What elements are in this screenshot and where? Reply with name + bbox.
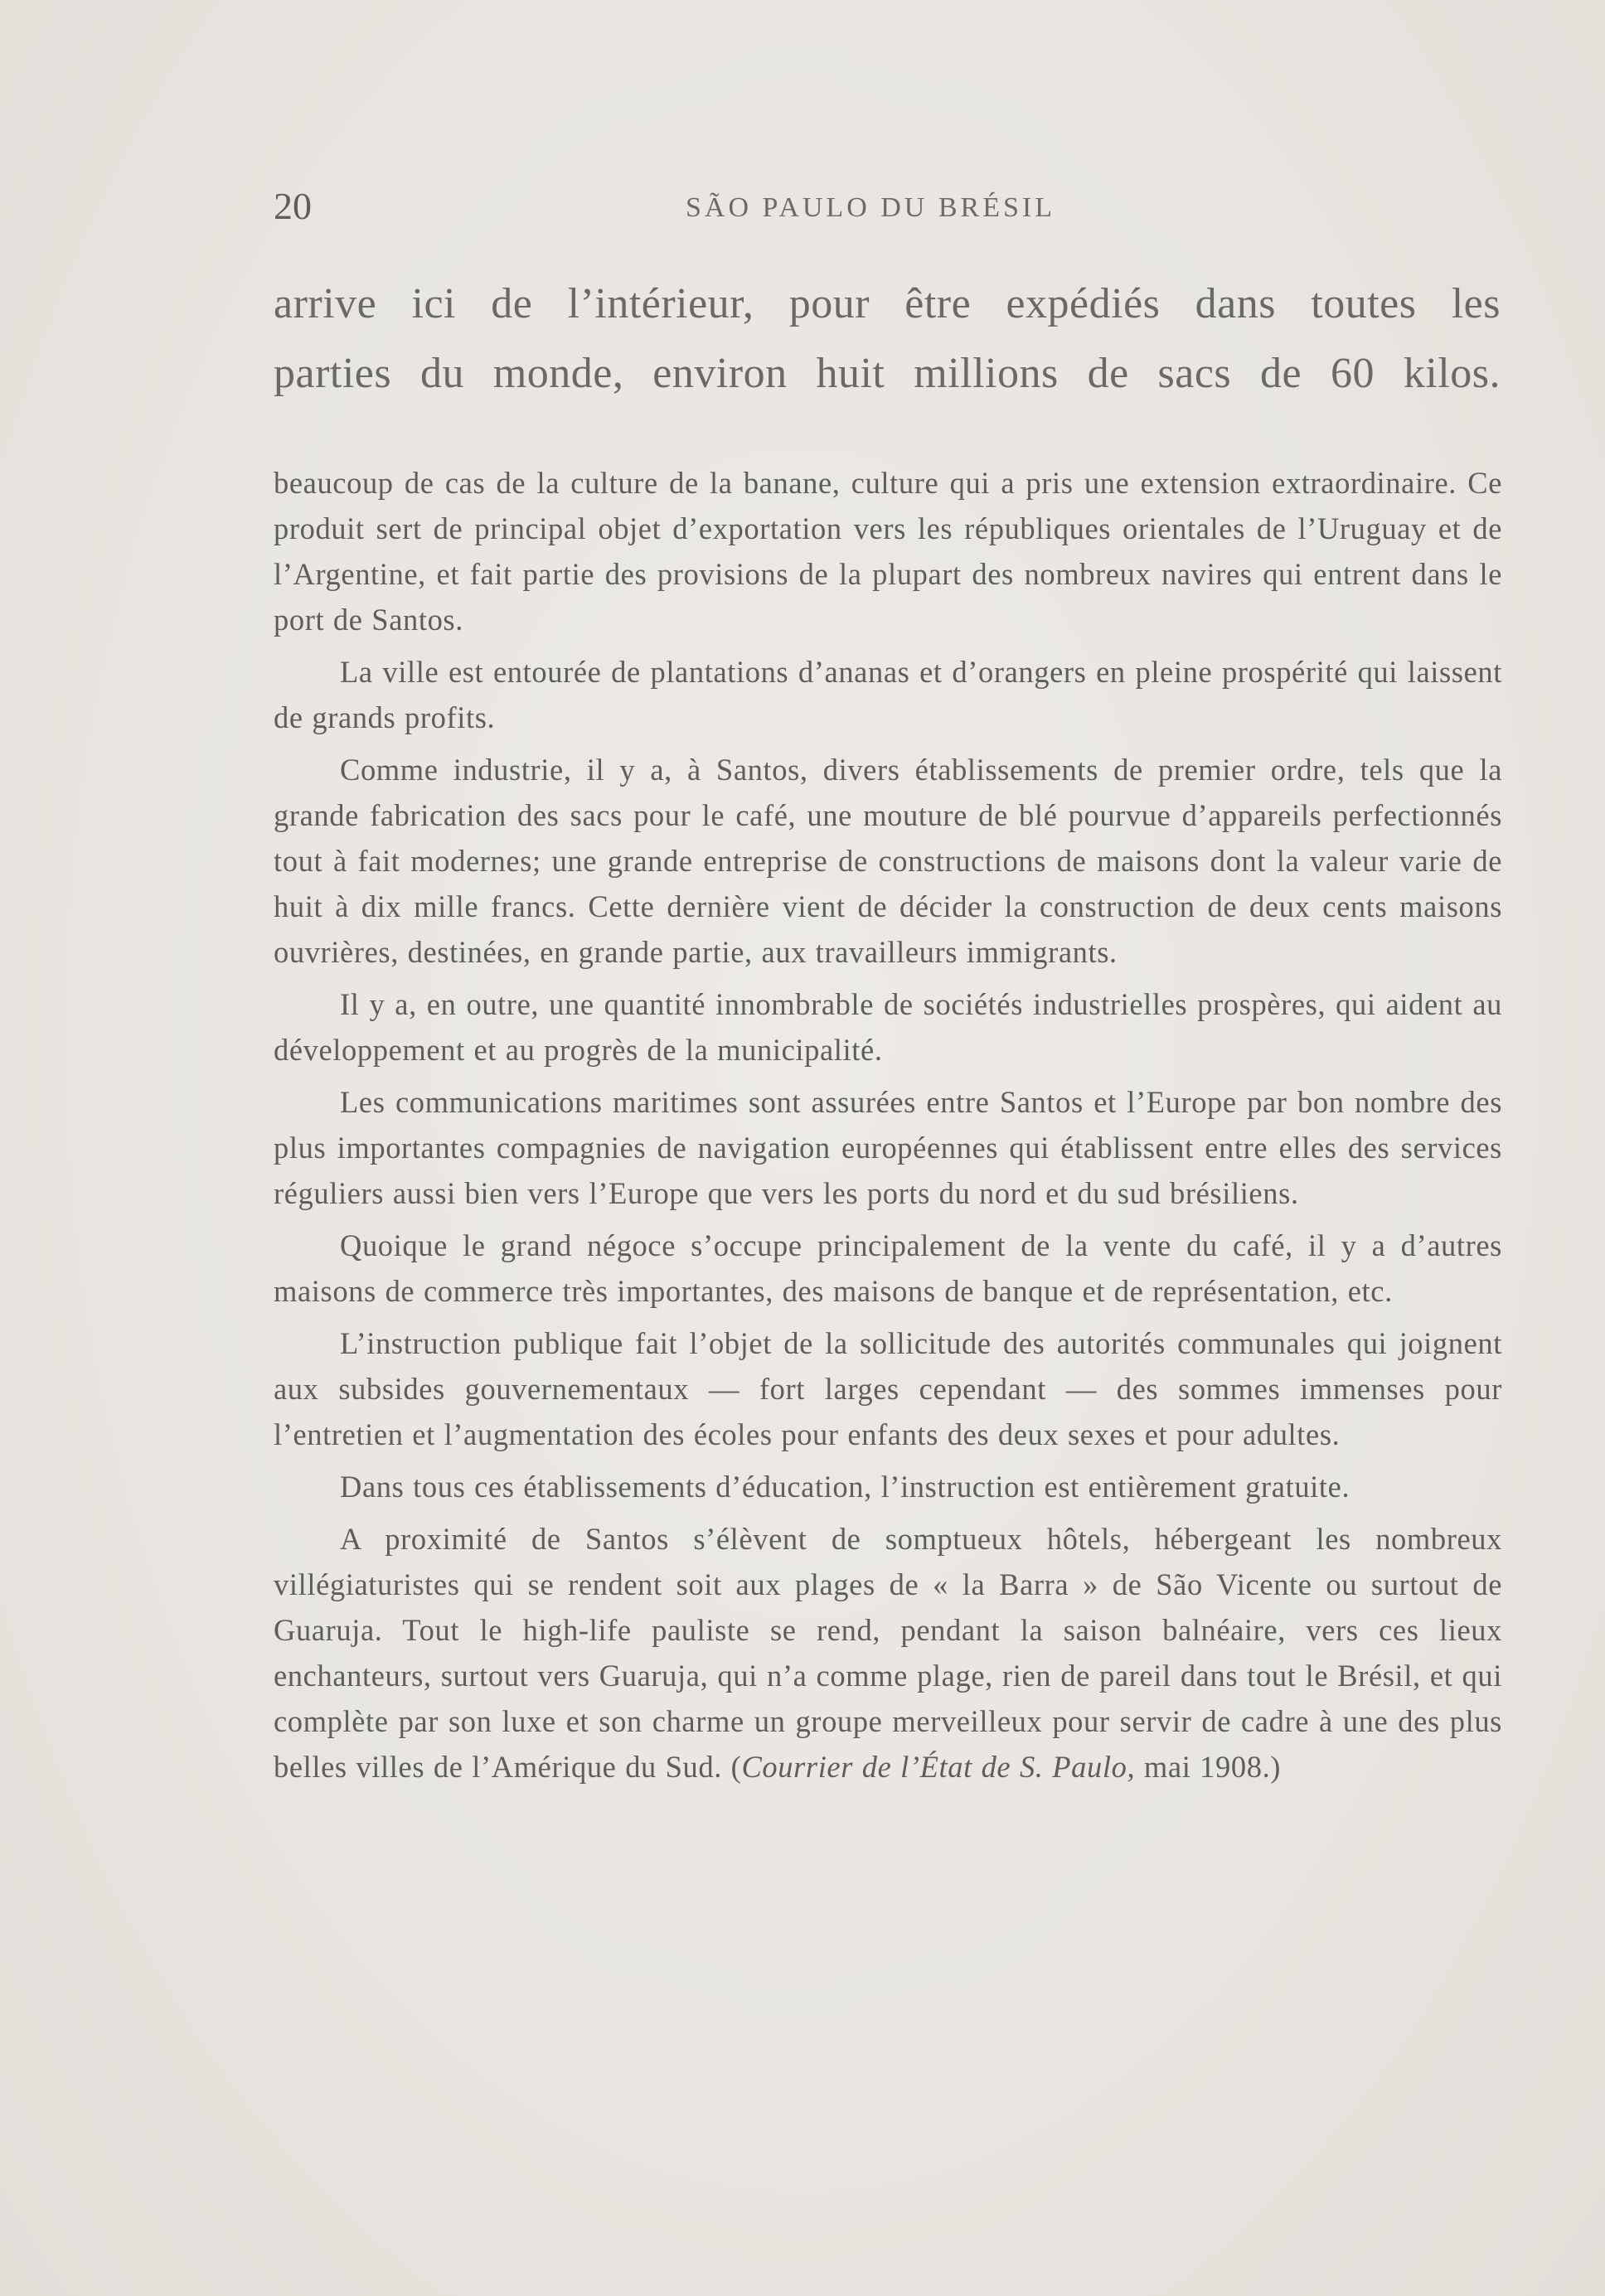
quote-line-2: parties du monde, environ huit millions de sacs de 60 kilos. xyxy=(274,350,1501,397)
citation-date: mai 1908.) xyxy=(1135,1750,1282,1784)
paragraph-education: Dans tous ces établissements d’éducation, l’instruction est entièrement gratuite. xyxy=(340,1470,1350,1504)
paragraph-plantations: La ville est entourée de plantations d’ananas et d’orangers en pleine prospérité qui laissent de grands profits. xyxy=(274,655,1502,734)
hotels-text: A proximité de Santos s’élèvent de somptueux hôtels, hébergeant les nombreux villégiaturistes qui se rendent soit aux plages de « la Barra » de São Vicente ou surtout de Guaruja. Tout le high-life pauliste se rend, pendant la saison balnéaire, vers ces lieux enchanteurs, surtout vers Guaruja, qui n’a comme plage, rien de pareil dans tout le Brésil, et qui complète par son luxe et son charme un groupe merveilleux pour servir de cadre à une des plus belles villes de l’Amérique du Sud. ( xyxy=(274,1522,1502,1784)
quote-line-1: arrive ici de l’intérieur, pour être expédiés dans toutes les xyxy=(274,280,1501,327)
paragraph-hotels xyxy=(274,1516,1502,1790)
paragraph-industry: Comme industrie, il y a, à Santos, divers établissements de premier ordre, tels que la grande fabrication des sacs pour le café, une mouture de blé pourvue d’appareils perfectionnés tout à fait modernes; une grande entreprise de constructions de maisons dont la valeur varie de huit à dix mille francs. Cette dernière vient de décider la construction de deux cents maisons ouvrières, destinées, en grande partie, aux travailleurs immigrants. xyxy=(274,753,1502,969)
running-title: SÃO PAULO DU BRÉSIL xyxy=(686,192,1055,223)
page-header xyxy=(274,184,1501,242)
paragraph-commerce: Quoique le grand négoce s’occupe principalement de la vente du café, il y a d’autres maisons de commerce très importantes, des maisons de banque et de représentation, etc. xyxy=(274,1228,1502,1308)
paragraph-communications: Les communications maritimes sont assurées entre Santos et l’Europe par bon nombre des plus importantes compagnies de navigation européennes qui établissent entre elles des services réguliers aussi bien vers l’Europe que vers les ports du nord et du sud brésiliens. xyxy=(274,1085,1502,1210)
paragraph-instruction: L’instruction publique fait l’objet de la sollicitude des autorités communales qui joignent aux subsides gouvernementaux — fort larges cependant — des sommes immenses pour l’entretien et l’augmentation des écoles pour enfants des deux sexes et pour adultes. xyxy=(274,1326,1502,1451)
paragraph-banana: beaucoup de cas de la culture de la banane, culture qui a pris une extension extraordinaire. Ce produit sert de principal objet d’exportation vers les républiques orientales de l’Uruguay et de l’Argentine, et fait partie des provisions de la plupart des nombreux navires qui entrent dans le port de Santos. xyxy=(274,466,1502,637)
page-number: 20 xyxy=(274,185,312,227)
source-citation: Courrier de l’État de S. Paulo, xyxy=(741,1750,1136,1784)
body-text xyxy=(274,460,1502,1790)
quote-block xyxy=(274,269,1501,409)
paragraph-societies: Il y a, en outre, une quantité innombrable de sociétés industrielles prospères, qui aident au développement et au progrès de la municipalité. xyxy=(274,987,1502,1067)
